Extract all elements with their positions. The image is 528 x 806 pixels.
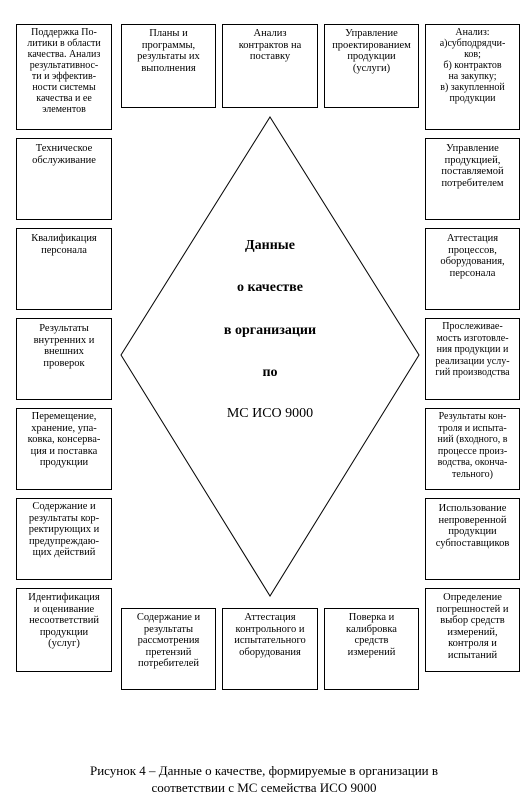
box-calibration: Поверка и калибровка средств измерений xyxy=(324,608,419,690)
box-customer-claims: Содержание и результаты рассмотрения претензий потребителей xyxy=(121,608,216,690)
box-unverified-product: Использование непроверенной продукции субпоставщиков xyxy=(425,498,520,580)
box-corrective-actions: Содержание и результаты кор- ректирующих и предупреждаю- щих действий xyxy=(16,498,112,580)
box-subcontractor-analysis: Анализ: а)субподрядчи- ков; б) контрактов на закупку; в) закупленной продукции xyxy=(425,24,520,130)
box-audit-results: Результаты внутренних и внешних проверок xyxy=(16,318,112,400)
box-nonconformity: Идентификация и оценивание несоответствий продукции (услуг) xyxy=(16,588,112,672)
box-plans-programs: Планы и программы, результаты их выполнения xyxy=(121,24,216,108)
box-design-management: Управление проектированием продукции (услуги) xyxy=(324,24,419,108)
box-maintenance: Техническое обслуживание xyxy=(16,138,112,220)
box-inspection-results: Результаты кон- троля и испыта- ний (входного, в процессе произ- водства, оконча- тельного) xyxy=(425,408,520,490)
center-title-line-2: о качестве xyxy=(237,280,303,295)
box-personnel-qualification: Квалификация персонала xyxy=(16,228,112,310)
box-customer-product: Управление продукцией, поставляемой потребителем xyxy=(425,138,520,220)
center-title-line-5: МС ИСО 9000 xyxy=(226,406,314,421)
box-measurement-errors: Определение погрешностей и выбор средств измерений, контроля и испытаний xyxy=(425,588,520,672)
box-contract-analysis: Анализ контрактов на поставку xyxy=(222,24,318,108)
box-handling-storage: Перемещение, хранение, упа- ковка, консерва- ция и поставка продукции xyxy=(16,408,112,490)
center-title-line-1: Данные xyxy=(245,238,295,253)
box-traceability: Прослеживае- мость изготовле- ния продукции и реализации услу- гий производства xyxy=(425,318,520,400)
box-policy-support: Поддержка По- литики в области качества. Анализ результативнос- ти и эффектив- ности системы качества и ее элементов xyxy=(16,24,112,130)
center-title-line-4: по xyxy=(262,365,278,380)
center-title-line-3: в организации xyxy=(223,323,317,338)
box-process-certification: Аттестация процессов, оборудования, персонала xyxy=(425,228,520,310)
figure-caption: Рисунок 4 – Данные о качестве, формируемые в организации в соответствии с МС семейства ИСО 9000 xyxy=(89,763,439,795)
box-test-equipment: Аттестация контрольного и испытательного оборудования xyxy=(222,608,318,690)
